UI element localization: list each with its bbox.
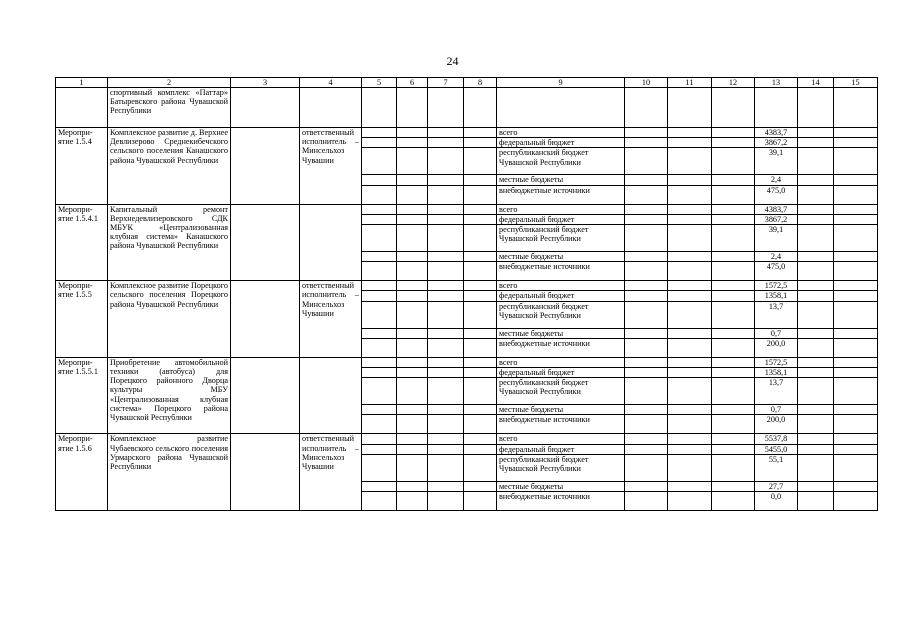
- funding-source: внебюджетные источники: [497, 492, 625, 511]
- activity-description: Капитальный ремонт Верхнедевлизеровского СДК МБУК «Централизованная клубная система» Канашского района Чувашской Республики: [108, 204, 231, 281]
- activity-code: Меропри-ятие 1.5.6: [56, 434, 108, 511]
- funding-source: местные бюджеты: [497, 481, 625, 491]
- table-row: [56, 434, 878, 444]
- funding-source: федеральный бюджет: [497, 444, 625, 454]
- funding-source: всего: [497, 357, 625, 367]
- funding-source: республиканский бюджет Чувашской Республики: [497, 301, 625, 328]
- funding-source: федеральный бюджет: [497, 138, 625, 148]
- header-cell: 1: [56, 78, 108, 88]
- activity-description: Приобретение автомобильной техники (автобуса) для Порецкого районного Дворца культуры МБУ «Централизованная клубная система» Порецкого района Чувашской Республики: [108, 357, 231, 434]
- funding-source: местные бюджеты: [497, 405, 625, 415]
- funding-source: республиканский бюджет Чувашской Республики: [497, 148, 625, 175]
- funding-source: внебюджетные источники: [497, 185, 625, 204]
- responsible-executor: ответственный исполнитель – Минсельхоз Чувашии: [300, 281, 362, 358]
- header-cell: 2: [108, 78, 231, 88]
- table-row: [56, 357, 878, 367]
- table-row: [56, 128, 878, 138]
- funding-amount: 55,1: [755, 454, 798, 481]
- activity-description: Комплексное развитие д. Верхнее Девлизерово Среднекибечского сельского поселения Канашского района Чувашской Республики: [108, 128, 231, 205]
- funding-source: внебюджетные источники: [497, 338, 625, 357]
- header-row: [56, 78, 878, 88]
- funding-amount: 0,0: [755, 492, 798, 511]
- funding-amount: 4383,7: [755, 204, 798, 214]
- funding-source: местные бюджеты: [497, 175, 625, 185]
- header-cell: 8: [464, 78, 497, 88]
- funding-amount: 475,0: [755, 185, 798, 204]
- header-cell: 13: [755, 78, 798, 88]
- funding-source: местные бюджеты: [497, 328, 625, 338]
- funding-source: всего: [497, 204, 625, 214]
- funding-source: республиканский бюджет Чувашской Республики: [497, 454, 625, 481]
- funding-amount: 475,0: [755, 262, 798, 281]
- funding-amount: 0,7: [755, 328, 798, 338]
- funding-amount: 1572,5: [755, 281, 798, 291]
- funding-source: местные бюджеты: [497, 252, 625, 262]
- header-cell: 11: [668, 78, 712, 88]
- code-cell: [56, 88, 108, 128]
- header-cell: 3: [231, 78, 300, 88]
- funding-source: республиканский бюджет Чувашской Республики: [497, 378, 625, 405]
- activity-description: Комплексное развитие Чубаевского сельского поселения Урмарского района Чувашской Республики: [108, 434, 231, 511]
- responsible-executor: ответственный исполнитель – Минсельхоз Чувашии: [300, 128, 362, 205]
- funding-amount: 5537,8: [755, 434, 798, 444]
- funding-amount: 2,4: [755, 175, 798, 185]
- activity-description: Комплексное развитие Порецкого сельского поселения Порецкого района Чувашской Республики: [108, 281, 231, 358]
- funding-amount: 13,7: [755, 301, 798, 328]
- activity-code: Меропри-ятие 1.5.4: [56, 128, 108, 205]
- funding-amount: 1358,1: [755, 368, 798, 378]
- header-cell: 14: [798, 78, 834, 88]
- table-row: [56, 204, 878, 214]
- funding-amount: 39,1: [755, 148, 798, 175]
- funding-amount: 3867,2: [755, 138, 798, 148]
- program-table: [55, 77, 878, 511]
- header-cell: 9: [497, 78, 625, 88]
- funding-amount: 1572,5: [755, 357, 798, 367]
- funding-source: внебюджетные источники: [497, 415, 625, 434]
- funding-amount: 1358,1: [755, 291, 798, 301]
- responsible-executor: [300, 357, 362, 434]
- funding-amount: 0,7: [755, 405, 798, 415]
- funding-source: всего: [497, 281, 625, 291]
- description-cell: спортивный комплекс «Паттар» Батыревского района Чувашской Республики: [108, 88, 231, 128]
- table-row: [56, 281, 878, 291]
- funding-source: федеральный бюджет: [497, 214, 625, 224]
- funding-source: внебюджетные источники: [497, 262, 625, 281]
- activity-code: Меропри-ятие 1.5.5.1: [56, 357, 108, 434]
- funding-amount: 5455,0: [755, 444, 798, 454]
- header-cell: 4: [300, 78, 362, 88]
- table-body: [56, 78, 878, 511]
- funding-amount: 200,0: [755, 338, 798, 357]
- funding-source: республиканский бюджет Чувашской Республики: [497, 225, 625, 252]
- carry-row: [56, 88, 878, 128]
- activity-code: Меропри-ятие 1.5.5: [56, 281, 108, 358]
- funding-source: всего: [497, 434, 625, 444]
- funding-amount: 27,7: [755, 481, 798, 491]
- funding-amount: 4383,7: [755, 128, 798, 138]
- header-cell: 6: [397, 78, 428, 88]
- header-cell: 10: [625, 78, 668, 88]
- funding-source: всего: [497, 128, 625, 138]
- funding-amount: 39,1: [755, 225, 798, 252]
- funding-source: федеральный бюджет: [497, 291, 625, 301]
- funding-amount: 200,0: [755, 415, 798, 434]
- header-cell: 7: [428, 78, 464, 88]
- header-cell: 12: [712, 78, 755, 88]
- funding-source: федеральный бюджет: [497, 368, 625, 378]
- funding-amount: 2,4: [755, 252, 798, 262]
- funding-amount: 3867,2: [755, 214, 798, 224]
- activity-code: Меропри-ятие 1.5.4.1: [56, 204, 108, 281]
- header-cell: 5: [362, 78, 397, 88]
- responsible-executor: [300, 204, 362, 281]
- header-cell: 15: [834, 78, 878, 88]
- funding-amount: 13,7: [755, 378, 798, 405]
- page-number: 24: [446, 54, 459, 68]
- responsible-executor: ответственный исполнитель – Минсельхоз Чувашии: [300, 434, 362, 511]
